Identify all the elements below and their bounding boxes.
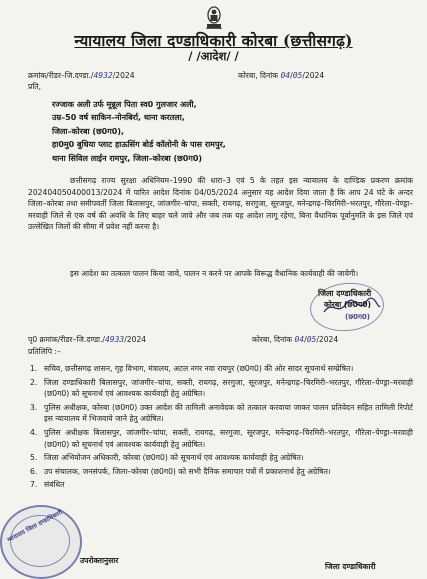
state-emblem-icon [204, 4, 224, 30]
court-title: न्यायालय जिला दण्डाधिकारी कोरबा (छत्तीसगढ़) [74, 31, 353, 50]
note-label: उपरोक्तानुसार [80, 556, 119, 565]
date-day: 04 [280, 71, 291, 80]
signatory-place: कोरबा (छ0ग0) [324, 300, 371, 309]
order-heading: / /आदेश/ / [188, 49, 239, 63]
seal-state-text: (छ0ग0) [345, 313, 370, 321]
date-month: 05 [292, 71, 303, 80]
list-item: 4. पुलिस अधीक्षक बिलासपुर, जांजगीर–चांपा, सक्ती, रायगढ़, सरगुजा, सूरजपुर, मनेन्द्रगढ़–चिरमिरी–भरतपुर, गौरेला–पेण्ड्रा–मरवाही (छ0ग0) को सूचनार्थ एवं आवश्यक कार्यवाही हेतु अग्रेषित। [30, 427, 413, 449]
addressee-line: रज्जाक अली उर्फ मून्नूल पिता स्व0 गुलजार अली, [52, 100, 197, 109]
addressee-block [52, 98, 226, 165]
date-month: 05 [306, 335, 317, 344]
date-year: /2024 [316, 335, 339, 344]
list-item: 2. जिला दण्डाधिकारी बिलासपुर, जांजगीर–चांपा, सक्ती, रायगढ़, सरगुजा, सूरजपुर, मनेन्द्रगढ़–चिरमिरी–भरतपुर, गौरेला–पेण्ड्रा–मरवाही (छ0ग0) को सूचनार्थ एवं आवश्यक कार्यवाही हेतु अग्रेषित। [30, 377, 413, 399]
copy-list [30, 363, 413, 493]
list-item: 7. संबंधित [30, 480, 65, 490]
addressee-line: हा0मु0 बुधिया प्लाट हाऊसिंग बोर्ड कॉलोनी के पास रामपुर, [52, 140, 226, 150]
ref-number: 4933 [104, 335, 125, 344]
copy-reference [28, 335, 146, 346]
ref-year: /2024 [124, 335, 147, 344]
addressee-line: थाना सिविल लाईन रामपुर, जिला–कोरबा (छ0ग0) [52, 153, 203, 163]
date-day: 04 [294, 335, 305, 344]
order-paragraph-2: इस आदेश का तत्काल पालन किया जावे, पालन न करने पर आपके विरूद्ध वैधानिक कार्यवाही की जावेगी। [70, 269, 359, 278]
ref-number: 4932 [93, 71, 113, 80]
ref-prefix: पृ0 क्रमांक/रीडर–जि.दण्डा./ [28, 335, 105, 344]
addressee-line: जिला–कोरबा (छ0ग0), [52, 126, 125, 136]
signatory-title: जिला दण्डाधिकारी [318, 289, 372, 298]
copy-date: कोरबा, दिनांक 04/05/2024 [252, 335, 339, 344]
to-label: प्रति, [28, 82, 42, 91]
copy-label: प्रतिलिपि :– [28, 347, 61, 356]
list-item: 1. सचिव, छत्तीसगढ़ शासन, गृह विभाग, मंत्रालय, अटल नगर नवा रायपुर (छ0ग0) की ओर सादर सूचनार्थ सम्प्रेषित। [30, 364, 354, 373]
place-date-label: कोरबा, दिनांक [238, 71, 279, 80]
list-item: 6. उप संचालक, जनसंपर्क, जिला–कोरबा (छ0ग0) को सभी दैनिक समाचार पत्रों में प्रकाशनार्थ हेतु अग्रेषित। [30, 466, 331, 476]
ref-prefix: क्रमांक/रीडर–जि.दण्डा./ [28, 71, 94, 80]
order-reference [28, 71, 135, 82]
addressee-line: उम्र–50 वर्ष साकिन–नोनबिर्रा, थाना करतला, [52, 113, 185, 123]
list-item: 5. जिला अभियोजन अधिकारी, कोरबा (छ0ग0) को सूचनार्थ एवं आवश्यक कार्यवाही हेतु अग्रेषित। [30, 453, 304, 463]
order-date: कोरबा, दिनांक 04/05/2024 [238, 71, 325, 80]
ref-year: /2024 [112, 71, 135, 80]
date-year: /2024 [302, 71, 325, 80]
place-date-label: कोरबा, दिनांक [252, 335, 293, 344]
list-item: 3. पुलिस अधीक्षक, कोरबा (छ0ग0) उक्त आदेश की तामिली अनावेदक को तत्काल करवाया जाकर पालन प्रतिवेदन सहित तामिली रिपोर्ट इस न्यायालय में भिजवाये जाने हेतु अग्रेषित। [30, 402, 413, 424]
order-paragraph-1: छत्तीसगढ़ राज्य सुरक्षा अधिनियम–1990 की धारा–3 एवं 5 के तहत इस न्यायालय के दाण्डिक प्रकरण क्रमांक 202404050400013/2024 में पारित आदेश दिनांक 04/05/2024 अनुसार यह आदेश दिया जाता है कि आप 24 घंटे के अन्दर जिला–कोरबा तथा समीपवर्ती जिला बिलासपुर, जांजगीर–चांपा, सक्ती, रायगढ़, सरगुजा, सूरजपुर, मनेन्द्रगढ़–चिरमिरी–भरतपुर, गौरेला–पेण्ड्रा–मरवाही जिले सेे एक वर्ष की अवधि के लिए बाहर चले जावे और जब तक यह आदेश लागू रहेगा, बिना वैधानिक पूर्वानुमति के इस जिले एवं उल्लेखित जिलों की सीमा में प्रवेश नहीं करना है। [28, 176, 413, 232]
footer-seal-text: न्यायालय जिला दण्डाधिकारी [6, 508, 64, 544]
footer-signatory: जिला दण्डाधिकारी [325, 562, 376, 571]
